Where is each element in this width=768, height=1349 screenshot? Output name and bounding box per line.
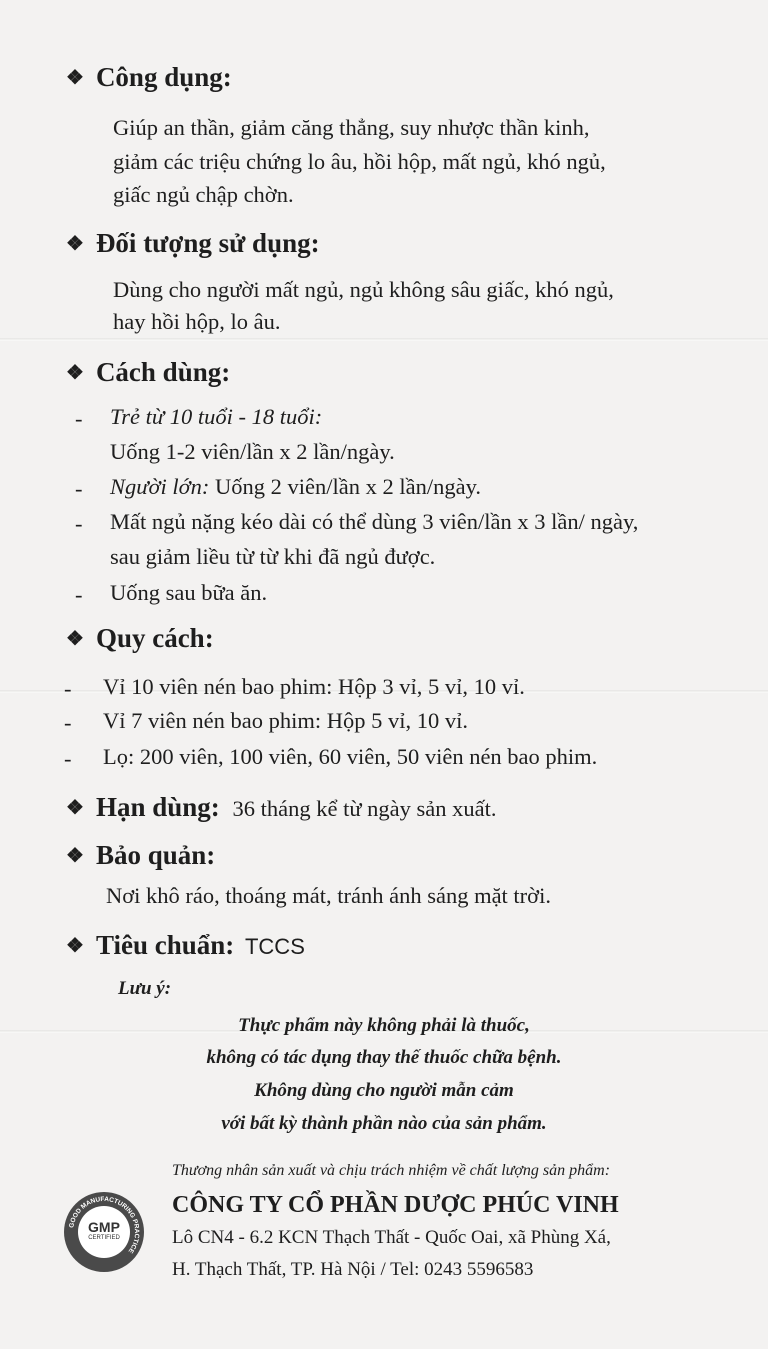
diamond-bullet-icon: ❖ [66, 935, 84, 957]
section-title: Công dụng: [95, 62, 232, 92]
section-heading-cong-dung [66, 62, 232, 93]
shelf-life-value: 36 tháng kể từ ngày sản xuất. [232, 796, 497, 821]
diamond-bullet-icon: ❖ [66, 233, 84, 255]
body-line [110, 474, 481, 500]
section-heading-quy-cach [66, 623, 214, 654]
body-line: Mất ngủ nặng kéo dài có thể dùng 3 viên/lần x 3 lần/ ngày, [110, 509, 639, 534]
dash-bullet: - [64, 746, 72, 771]
body-line: Nơi khô ráo, thoáng mát, tránh ánh sáng mặt trời. [106, 883, 551, 908]
standard-value: TCCS [244, 934, 305, 959]
body-line: hay hồi hộp, lo âu. [113, 309, 281, 334]
seal-center [78, 1206, 130, 1258]
dash-bullet: - [64, 676, 72, 701]
body-line: Giúp an thần, giảm căng thẳng, suy nhược thần kinh, [113, 115, 590, 140]
note-line: với bất kỳ thành phần nào của sản phẩm. [221, 1113, 547, 1134]
manufacturer-caption: Thương nhân sản xuất và chịu trách nhiệm về chất lượng sản phẩm: [172, 1162, 611, 1179]
dash-bullet: - [75, 582, 83, 607]
section-heading-doi-tuong [66, 228, 320, 259]
body-line [110, 404, 322, 430]
body-line: Vỉ 7 viên nén bao phim: Hộp 5 vỉ, 10 vỉ. [103, 708, 468, 733]
note-line: Không dùng cho người mẫn cảm [254, 1080, 514, 1101]
body-line: Lọ: 200 viên, 100 viên, 60 viên, 50 viên nén bao phim. [103, 744, 598, 769]
body-line: giảm các triệu chứng lo âu, hồi hộp, mất ngủ, khó ngủ, [113, 149, 606, 174]
adult-dose: Uống 2 viên/lần x 2 lần/ngày. [215, 474, 482, 499]
body-line: Dùng cho người mất ngủ, ngủ không sâu giấc, khó ngủ, [113, 277, 614, 302]
body-line: giấc ngủ chập chờn. [113, 182, 294, 207]
dash-bullet: - [75, 511, 83, 536]
dash-bullet: - [75, 406, 83, 431]
diamond-bullet-icon: ❖ [66, 67, 84, 89]
section-title: Bảo quản: [95, 840, 216, 870]
diamond-bullet-icon: ❖ [66, 797, 84, 819]
body-line: Uống 1-2 viên/lần x 2 lần/ngày. [110, 439, 395, 464]
seal-certified-label: CERTIFIED [88, 1235, 120, 1241]
section-title: Hạn dùng: [95, 792, 220, 822]
dash-bullet: - [75, 476, 83, 501]
section-title: Đối tượng sử dụng: [95, 228, 320, 258]
note-line: Thực phẩm này không phải là thuốc, [238, 1015, 530, 1036]
diamond-bullet-icon: ❖ [66, 845, 84, 867]
gmp-certified-seal-icon [64, 1192, 144, 1272]
svg-text:GOOD MANUFACTURING PRACTICE: GOOD MANUFACTURING PRACTICE [68, 1195, 141, 1255]
section-heading-bao-quan [66, 840, 215, 871]
section-title: Tiêu chuẩn: [95, 930, 235, 960]
section-heading-cach-dung [66, 357, 230, 388]
body-line: sau giảm liều từ từ khi đã ngủ được. [110, 544, 436, 569]
section-heading-tieu-chuan [66, 930, 305, 961]
adult-label: Người lớn: [110, 474, 210, 499]
note-line: không có tác dụng thay thế thuốc chữa bệnh. [206, 1047, 562, 1068]
company-name: CÔNG TY CỔ PHẦN DƯỢC PHÚC VINH [172, 1192, 619, 1218]
seal-gmp-label: GMP [88, 1219, 120, 1235]
section-title: Quy cách: [95, 623, 214, 653]
diamond-bullet-icon: ❖ [66, 362, 84, 384]
child-label: Trẻ từ 10 tuổi - 18 tuổi: [110, 404, 323, 429]
body-line: Vỉ 10 viên nén bao phim: Hộp 3 vỉ, 5 vỉ, 10 vỉ. [103, 674, 525, 699]
paper-fold-line [0, 338, 768, 341]
note-label: Lưu ý: [118, 978, 172, 999]
company-address: Lô CN4 - 6.2 KCN Thạch Thất - Quốc Oai, xã Phùng Xá, [172, 1227, 611, 1248]
diamond-bullet-icon: ❖ [66, 628, 84, 650]
dash-bullet: - [64, 710, 72, 735]
company-address-tel: H. Thạch Thất, TP. Hà Nội / Tel: 0243 5596583 [172, 1259, 534, 1280]
body-line: Uống sau bữa ăn. [110, 580, 268, 605]
section-title: Cách dùng: [95, 357, 231, 387]
section-heading-han-dung [66, 792, 497, 823]
